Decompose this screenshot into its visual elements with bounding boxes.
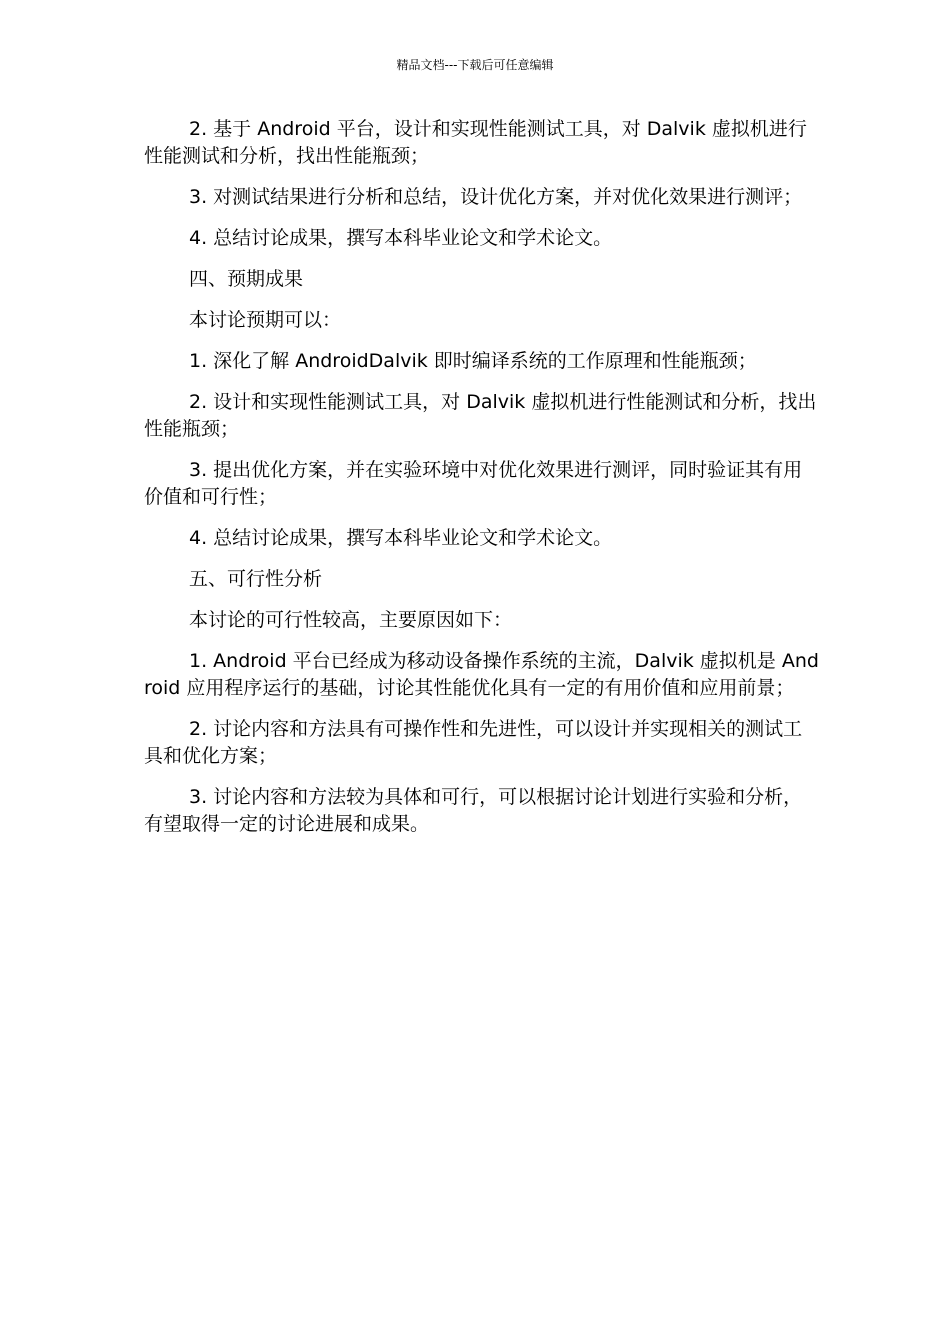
section-heading-feasibility: 五、可行性分析	[189, 568, 323, 590]
paragraph-expected-3: 3. 提出优化方案，并在实验环境中对优化效果进行测评，同时验证其有用价值和可行性；	[144, 459, 803, 508]
paragraph-expected-1: 1. 深化了解 AndroidDalvik 即时编译系统的工作原理和性能瓶颈；	[189, 350, 757, 372]
document-body	[144, 116, 820, 852]
paragraph-feasibility-1: 1. Android 平台已经成为移动设备操作系统的主流，Dalvik 虚拟机是 Android 应用程序运行的基础，讨论其性能优化具有一定的有用价值和应用前景；	[144, 650, 819, 699]
section-heading-expected-results: 四、预期成果	[189, 268, 304, 290]
paragraph-feasibility-3: 3. 讨论内容和方法较为具体和可行，可以根据讨论计划进行实验和分析，有望取得一定的讨论进展和成果。	[144, 786, 803, 835]
paragraph-item-4-summary: 4. 总结讨论成果，撰写本科毕业论文和学术论文。	[189, 227, 613, 249]
paragraph-expected-intro: 本讨论预期可以：	[189, 309, 342, 331]
paragraph-item-3-analysis: 3. 对测试结果进行分析和总结，设计优化方案，并对优化效果进行测评；	[189, 186, 803, 208]
paragraph-expected-2: 2. 设计和实现性能测试工具，对 Dalvik 虚拟机进行性能测试和分析，找出性能瓶颈；	[144, 391, 817, 440]
paragraph-feasibility-intro: 本讨论的可行性较高，主要原因如下：	[189, 609, 513, 631]
page-header: 精品文档---下载后可任意编辑	[396, 58, 554, 72]
paragraph-feasibility-2: 2. 讨论内容和方法具有可操作性和先进性，可以设计并实现相关的测试工具和优化方案；	[144, 718, 803, 767]
paragraph-item-2-performance-tool: 2. 基于 Android 平台，设计和实现性能测试工具，对 Dalvik 虚拟机进行性能测试和分析，找出性能瓶颈；	[144, 118, 807, 167]
paragraph-expected-4: 4. 总结讨论成果，撰写本科毕业论文和学术论文。	[189, 527, 613, 549]
